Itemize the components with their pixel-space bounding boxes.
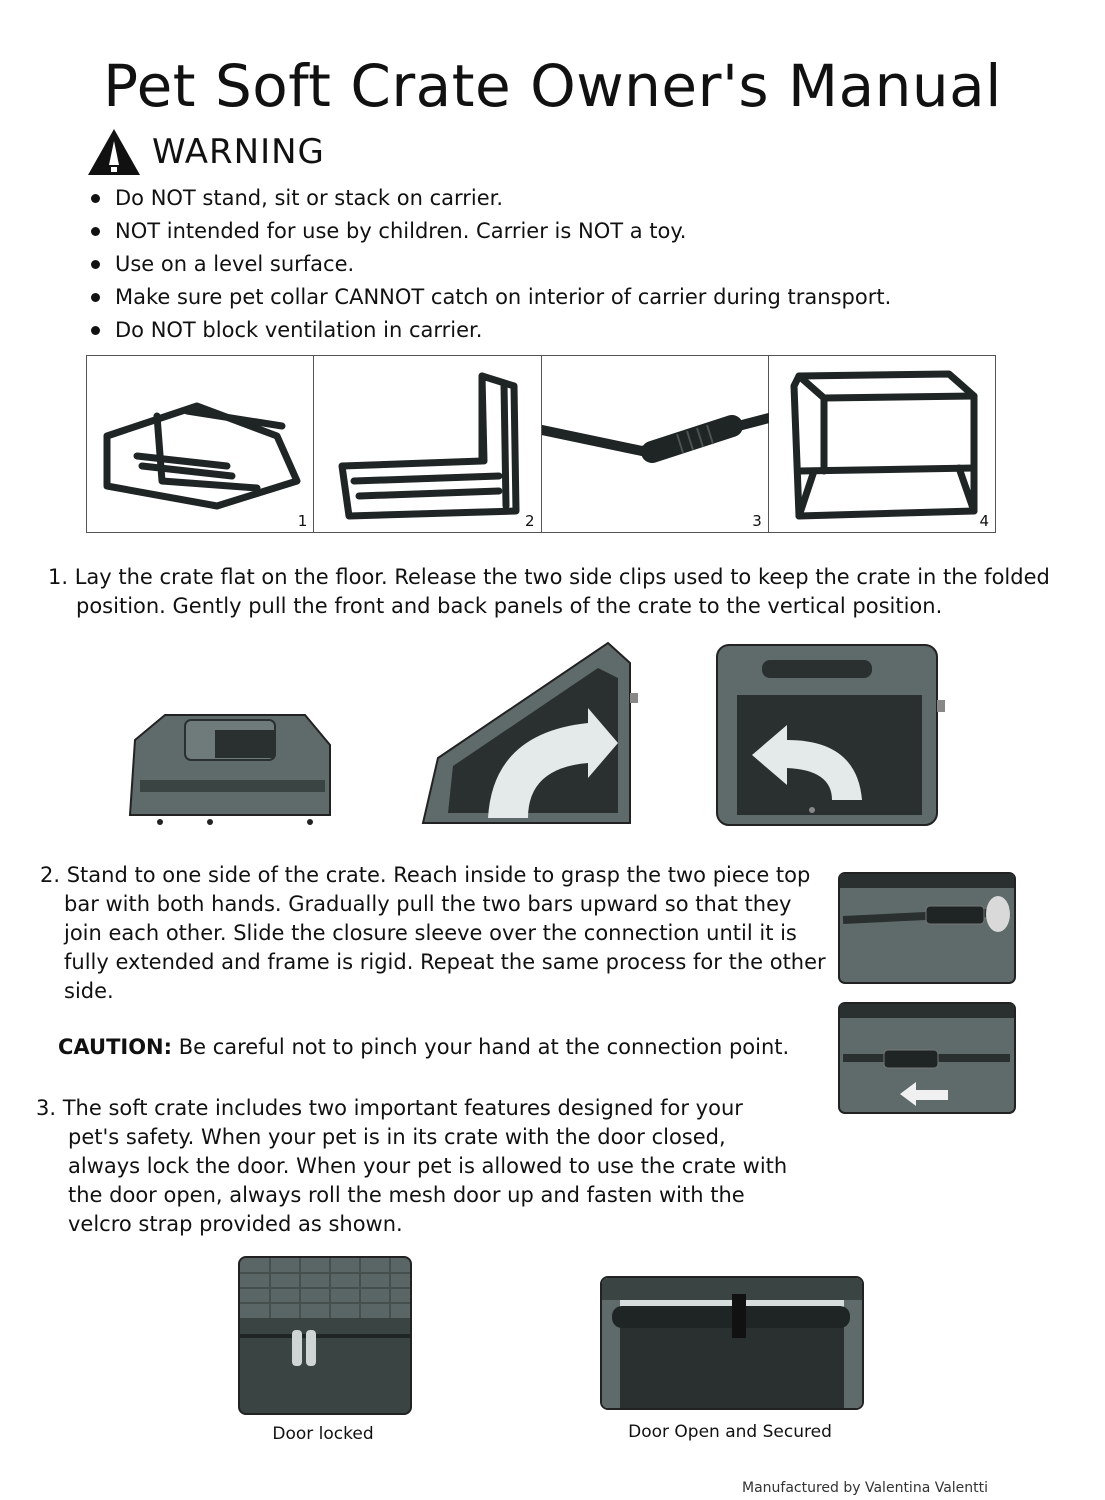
frame-step-number: 1 — [297, 512, 308, 530]
frame-assembly-strip — [86, 355, 996, 533]
rolled-door-icon — [602, 1278, 862, 1408]
half-open-frame-illustration — [314, 356, 541, 532]
bullet-icon — [91, 326, 100, 335]
zipper-lock-icon — [240, 1258, 410, 1413]
warning-item: Make sure pet collar CANNOT catch on interior of carrier during transport. — [88, 281, 891, 314]
warning-item: NOT intended for use by children. Carrier is NOT a toy. — [88, 215, 891, 248]
caution-label: CAUTION: — [58, 1035, 173, 1059]
step-2-text — [40, 861, 830, 1006]
caution-note — [58, 1033, 789, 1062]
frame-panel-1 — [87, 356, 314, 532]
warning-item: Do NOT stand, sit or stack on carrier. — [88, 182, 891, 215]
bullet-icon — [91, 293, 100, 302]
step-3-paragraph: 3. The soft crate includes two important features designed for your pet's safety. When your pet is in its crate with the door closed, always lock the door. When your pet is allowed to use the crate with the door open, always roll the mesh door up and fasten with the velcro strap provided as shown. — [36, 1096, 788, 1236]
step-1-text: 1. Lay the crate flat on the floor. Release the two side clips used to keep the crate in the folded position. Gently pull the front and back panels of the crate to the vertical position. — [48, 565, 1050, 618]
step-2-paragraph: 2. Stand to one side of the crate. Reach inside to grasp the two piece top bar with both hands. Gradually pull the two bars upward so that they join each other. Slide the closure sleeve over the connection until it is fully extended and frame is rigid. Repeat the same process for the other side. — [40, 863, 826, 1003]
folded-crate-photo — [125, 710, 340, 830]
bar-sleeve-photo-2 — [838, 1002, 1016, 1114]
warning-item: Do NOT block ventilation in carrier. — [88, 314, 891, 347]
bar-connection-illustration — [542, 356, 769, 532]
page-title: Pet Soft Crate Owner's Manual — [103, 52, 1002, 120]
warning-item: Use on a level surface. — [88, 248, 891, 281]
frame-panel-4 — [769, 356, 995, 532]
half-open-crate-photo — [418, 638, 643, 833]
frame-panel-3 — [542, 356, 769, 532]
warning-triangle-icon — [86, 127, 142, 177]
warning-list — [88, 182, 891, 347]
step-3-text — [36, 1094, 796, 1239]
manufacturer-footer: Manufactured by Valentina Valentti — [742, 1480, 989, 1496]
warning-label: WARNING — [152, 132, 325, 172]
bullet-icon — [91, 227, 100, 236]
warning-heading — [86, 124, 325, 180]
frame-step-number: 3 — [752, 512, 762, 530]
open-crate-photo — [712, 640, 952, 835]
door-locked-caption: Door locked — [272, 1424, 374, 1444]
folded-frame-illustration — [87, 356, 314, 532]
door-open-photo — [600, 1276, 864, 1410]
open-frame-illustration — [769, 356, 996, 532]
bullet-icon — [91, 194, 100, 203]
door-open-caption: Door Open and Secured — [628, 1422, 832, 1442]
frame-step-number: 2 — [524, 512, 535, 530]
bar-sleeve-photo-1 — [838, 872, 1016, 984]
frame-panel-2 — [314, 356, 541, 532]
caution-text: Be careful not to pinch your hand at the connection point. — [172, 1035, 790, 1059]
bullet-icon — [91, 260, 100, 269]
door-locked-photo — [238, 1256, 412, 1415]
frame-step-number: 4 — [979, 512, 989, 530]
